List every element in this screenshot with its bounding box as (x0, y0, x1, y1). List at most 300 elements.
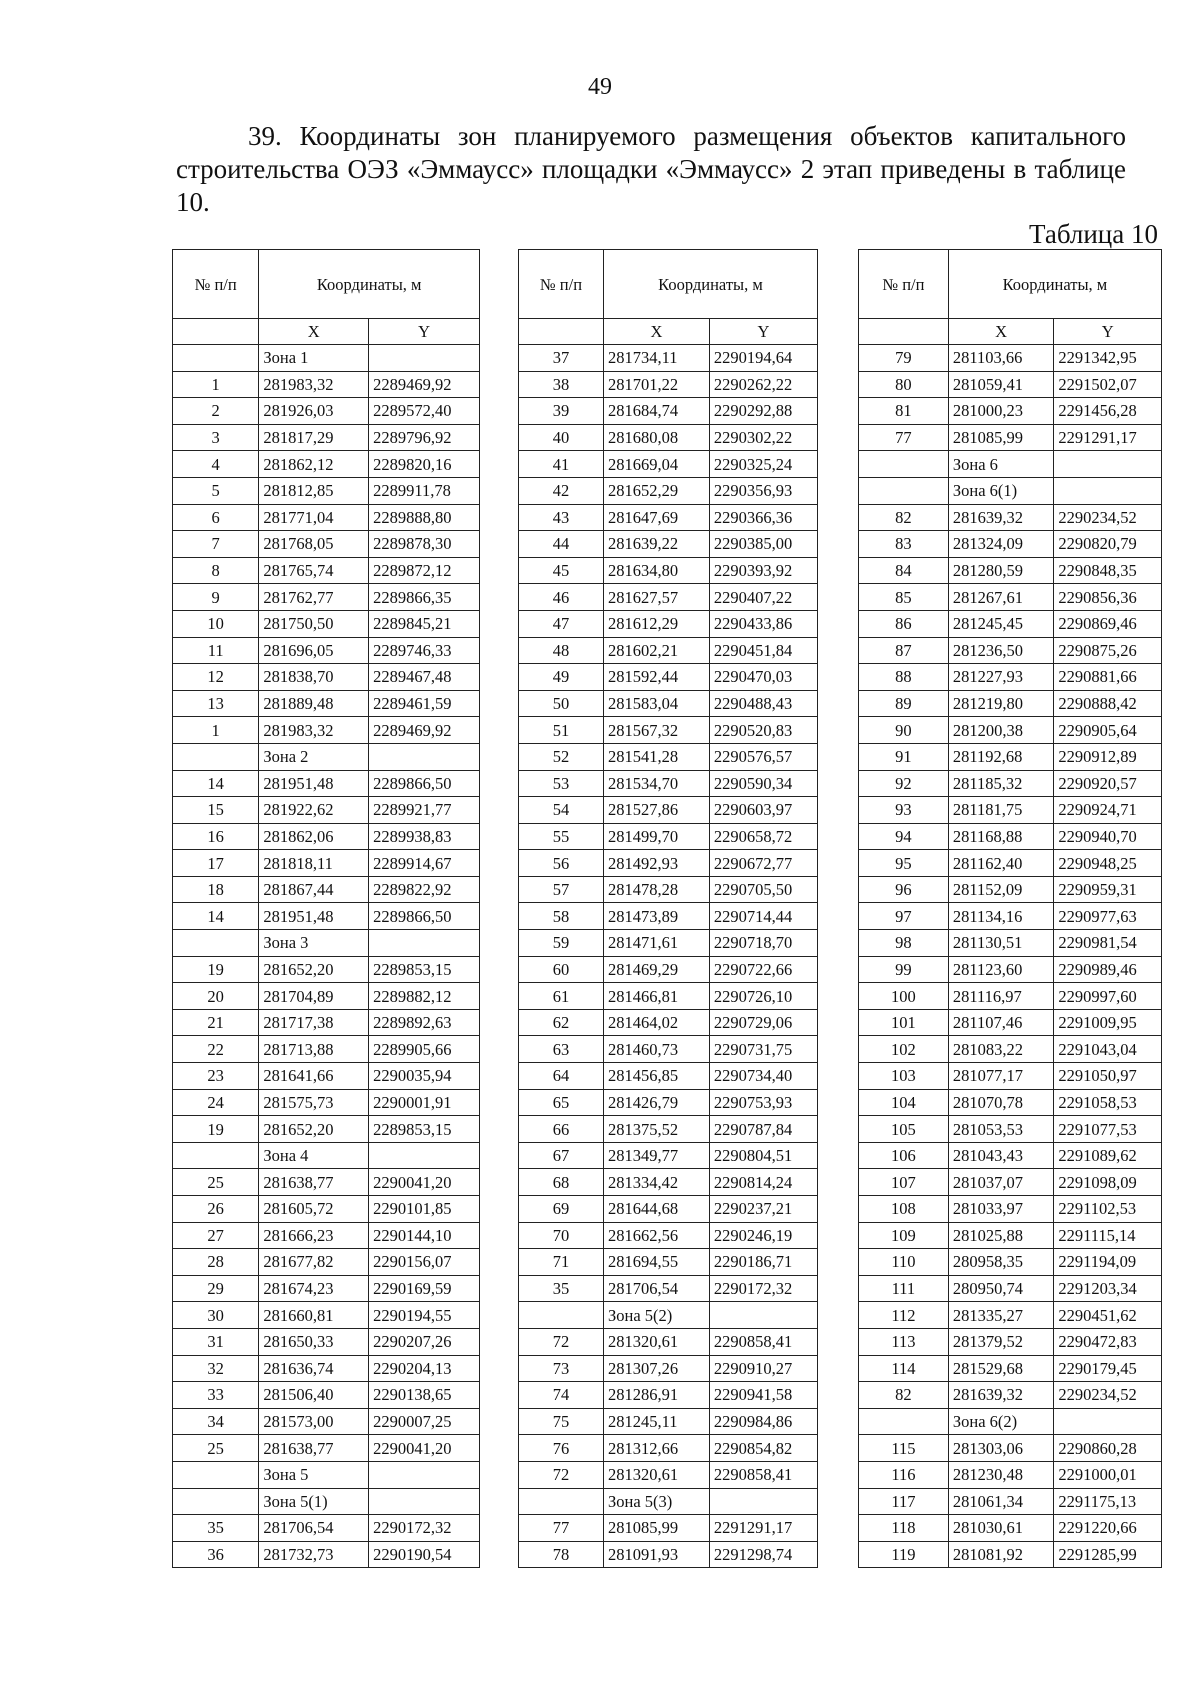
point-number: 30 (173, 1302, 259, 1329)
coord-x: 281030,61 (948, 1515, 1054, 1542)
table-row (173, 797, 480, 824)
point-number: 76 (519, 1435, 604, 1462)
coord-y: 2290001,91 (369, 1089, 480, 1116)
header-coords: Координаты, м (948, 250, 1161, 319)
table-row (173, 584, 480, 611)
point-number: 82 (859, 504, 949, 531)
coord-y: 2291077,53 (1054, 1116, 1162, 1143)
coord-y: 2291000,01 (1054, 1461, 1162, 1488)
coord-y: 2290366,36 (709, 504, 817, 531)
zone-empty-cell (369, 743, 480, 770)
point-number: 53 (519, 770, 604, 797)
point-number: 71 (519, 1249, 604, 1276)
coord-x: 281926,03 (259, 398, 369, 425)
point-number: 56 (519, 850, 604, 877)
table-row (173, 610, 480, 637)
coord-y: 2290912,89 (1054, 743, 1162, 770)
table-row (859, 770, 1162, 797)
coord-x: 281043,43 (948, 1142, 1054, 1169)
coord-x: 281077,17 (948, 1063, 1054, 1090)
point-number: 9 (173, 584, 259, 611)
point-number: 78 (519, 1541, 604, 1568)
zone-label: Зона 2 (259, 743, 369, 770)
coord-y: 2290753,93 (709, 1089, 817, 1116)
table-body (519, 345, 818, 1568)
table-row (519, 1142, 818, 1169)
point-number: 118 (859, 1515, 949, 1542)
table-row (859, 690, 1162, 717)
point-number: 13 (173, 690, 259, 717)
point-number: 50 (519, 690, 604, 717)
table-row (519, 477, 818, 504)
coord-x: 281000,23 (948, 398, 1054, 425)
coord-x: 281666,23 (259, 1222, 369, 1249)
coord-y: 2290734,40 (709, 1063, 817, 1090)
coord-y: 2290393,92 (709, 557, 817, 584)
table-row (173, 1541, 480, 1568)
zone-label: Зона 1 (259, 345, 369, 372)
coord-y: 2290204,13 (369, 1355, 480, 1382)
point-number: 79 (859, 345, 949, 372)
point-number: 85 (859, 584, 949, 611)
point-number: 73 (519, 1355, 604, 1382)
table-row (519, 451, 818, 478)
point-number: 84 (859, 557, 949, 584)
zone-num-cell (519, 1302, 604, 1329)
table-row (519, 557, 818, 584)
table-row (859, 1249, 1162, 1276)
zone-num-cell (859, 451, 949, 478)
table-row (519, 371, 818, 398)
table-row (859, 983, 1162, 1010)
coord-x: 281464,02 (603, 1009, 709, 1036)
coord-y: 2290356,93 (709, 477, 817, 504)
table-row (519, 1089, 818, 1116)
table-row (859, 823, 1162, 850)
coord-y: 2290959,31 (1054, 876, 1162, 903)
coord-y: 2291298,74 (709, 1541, 817, 1568)
coord-y: 2290035,94 (369, 1063, 480, 1090)
coord-y: 2290041,20 (369, 1435, 480, 1462)
coord-y: 2289822,92 (369, 876, 480, 903)
table-row (519, 983, 818, 1010)
coord-x: 281627,57 (603, 584, 709, 611)
point-number: 11 (173, 637, 259, 664)
point-number: 87 (859, 637, 949, 664)
header-x: X (259, 319, 369, 345)
coord-x: 281091,93 (603, 1541, 709, 1568)
point-number: 48 (519, 637, 604, 664)
coord-y: 2289467,48 (369, 664, 480, 691)
coord-x: 281037,07 (948, 1169, 1054, 1196)
coord-x: 281680,08 (603, 424, 709, 451)
coord-x: 281771,04 (259, 504, 369, 531)
coord-y: 2290869,46 (1054, 610, 1162, 637)
coord-y: 2289469,92 (369, 371, 480, 398)
coord-y: 2289461,59 (369, 690, 480, 717)
point-number: 25 (173, 1169, 259, 1196)
point-number: 104 (859, 1089, 949, 1116)
table-row (859, 1302, 1162, 1329)
coord-y: 2290172,32 (709, 1275, 817, 1302)
coord-x: 281107,46 (948, 1009, 1054, 1036)
point-number: 6 (173, 504, 259, 531)
coord-y: 2290854,82 (709, 1435, 817, 1462)
table-row (859, 398, 1162, 425)
coord-y: 2289796,92 (369, 424, 480, 451)
point-number: 47 (519, 610, 604, 637)
coord-y: 2291194,09 (1054, 1249, 1162, 1276)
coord-y: 2289866,50 (369, 770, 480, 797)
zone-empty-cell (369, 345, 480, 372)
coord-y: 2290451,62 (1054, 1302, 1162, 1329)
table-body (859, 345, 1162, 1568)
coord-x: 281230,48 (948, 1461, 1054, 1488)
zone-row (173, 1142, 480, 1169)
coord-x: 281765,74 (259, 557, 369, 584)
table-row (519, 956, 818, 983)
table-row (519, 930, 818, 957)
point-number: 55 (519, 823, 604, 850)
coord-x: 281534,70 (603, 770, 709, 797)
coord-y: 2290451,84 (709, 637, 817, 664)
point-number: 25 (173, 1435, 259, 1462)
coord-y: 2291175,13 (1054, 1488, 1162, 1515)
coord-y: 2289853,15 (369, 956, 480, 983)
table-row (173, 1515, 480, 1542)
point-number: 61 (519, 983, 604, 1010)
table-row (859, 1435, 1162, 1462)
point-number: 40 (519, 424, 604, 451)
coord-y: 2290814,24 (709, 1169, 817, 1196)
coord-x: 281473,89 (603, 903, 709, 930)
point-number: 22 (173, 1036, 259, 1063)
table-row (173, 1275, 480, 1302)
coord-x: 281750,50 (259, 610, 369, 637)
point-number: 7 (173, 531, 259, 558)
zone-row (173, 1488, 480, 1515)
point-number: 46 (519, 584, 604, 611)
coord-y: 2291009,95 (1054, 1009, 1162, 1036)
table-row (519, 1196, 818, 1223)
coord-x: 281312,66 (603, 1435, 709, 1462)
coord-y: 2291456,28 (1054, 398, 1162, 425)
coord-y: 2289853,15 (369, 1116, 480, 1143)
table-row (173, 1169, 480, 1196)
table-row (519, 345, 818, 372)
coord-y: 2290924,71 (1054, 797, 1162, 824)
table-row (173, 1382, 480, 1409)
point-number: 49 (519, 664, 604, 691)
table-row (173, 1089, 480, 1116)
point-number: 21 (173, 1009, 259, 1036)
point-number: 77 (519, 1515, 604, 1542)
point-number: 15 (173, 797, 259, 824)
coord-y: 2289866,50 (369, 903, 480, 930)
coord-y: 2290520,83 (709, 717, 817, 744)
coord-y: 2290705,50 (709, 876, 817, 903)
header-num-blank (519, 319, 604, 345)
table-row (859, 903, 1162, 930)
point-number: 86 (859, 610, 949, 637)
zone-num-cell (173, 930, 259, 957)
coord-x: 281713,88 (259, 1036, 369, 1063)
table-row (173, 903, 480, 930)
point-number: 10 (173, 610, 259, 637)
header-y: Y (709, 319, 817, 345)
table-row (519, 1382, 818, 1409)
coord-y: 2290804,51 (709, 1142, 817, 1169)
coord-x: 281983,32 (259, 371, 369, 398)
point-number: 39 (519, 398, 604, 425)
zone-empty-cell (1054, 451, 1162, 478)
coord-y: 2290714,44 (709, 903, 817, 930)
table-row (519, 1275, 818, 1302)
coord-x: 281652,20 (259, 956, 369, 983)
coord-x: 281506,40 (259, 1382, 369, 1409)
table-row (859, 1169, 1162, 1196)
coord-x: 281639,22 (603, 531, 709, 558)
coord-y: 2291220,66 (1054, 1515, 1162, 1542)
table-row (859, 876, 1162, 903)
coord-y: 2290858,41 (709, 1461, 817, 1488)
header-x: X (603, 319, 709, 345)
coord-y: 2290234,52 (1054, 1382, 1162, 1409)
coord-x: 281324,09 (948, 531, 1054, 558)
point-number: 45 (519, 557, 604, 584)
header-coords: Координаты, м (603, 250, 817, 319)
table-row (519, 1249, 818, 1276)
coord-x: 281245,11 (603, 1408, 709, 1435)
table-row (859, 664, 1162, 691)
table-row (859, 1488, 1162, 1515)
coord-x: 281478,28 (603, 876, 709, 903)
coord-y: 2290856,36 (1054, 584, 1162, 611)
coord-x: 281134,16 (948, 903, 1054, 930)
table-row (859, 557, 1162, 584)
table-row (173, 1036, 480, 1063)
table-row (859, 531, 1162, 558)
zone-empty-cell (1054, 477, 1162, 504)
coord-y: 2290977,63 (1054, 903, 1162, 930)
coord-y: 2290101,85 (369, 1196, 480, 1223)
coord-x: 281768,05 (259, 531, 369, 558)
table-row (519, 690, 818, 717)
point-number: 96 (859, 876, 949, 903)
zone-label: Зона 5(3) (603, 1488, 709, 1515)
point-number: 92 (859, 770, 949, 797)
table-row (519, 1222, 818, 1249)
point-number: 83 (859, 531, 949, 558)
table-row (859, 424, 1162, 451)
coord-y: 2290989,46 (1054, 956, 1162, 983)
coord-y: 2290186,71 (709, 1249, 817, 1276)
coord-y: 2289905,66 (369, 1036, 480, 1063)
coord-y: 2290787,84 (709, 1116, 817, 1143)
coord-x: 281983,32 (259, 717, 369, 744)
point-number: 1 (173, 371, 259, 398)
point-number: 105 (859, 1116, 949, 1143)
coord-x: 281116,97 (948, 983, 1054, 1010)
header-num: № п/п (519, 250, 604, 319)
point-number: 41 (519, 451, 604, 478)
coord-y: 2290194,55 (369, 1302, 480, 1329)
point-number: 60 (519, 956, 604, 983)
point-number: 89 (859, 690, 949, 717)
coord-x: 281527,86 (603, 797, 709, 824)
coord-y: 2290041,20 (369, 1169, 480, 1196)
coord-y: 2289746,33 (369, 637, 480, 664)
coord-x: 281634,80 (603, 557, 709, 584)
table-row (173, 1328, 480, 1355)
table-body (173, 345, 480, 1568)
coord-y: 2290726,10 (709, 983, 817, 1010)
point-number: 109 (859, 1222, 949, 1249)
coord-x: 281696,05 (259, 637, 369, 664)
table-row (173, 398, 480, 425)
coord-x: 281636,74 (259, 1355, 369, 1382)
coord-x: 280958,35 (948, 1249, 1054, 1276)
point-number: 19 (173, 1116, 259, 1143)
table-row (519, 1541, 818, 1568)
coord-x: 281426,79 (603, 1089, 709, 1116)
coord-x: 281123,60 (948, 956, 1054, 983)
coord-x: 281652,29 (603, 477, 709, 504)
coord-x: 281922,62 (259, 797, 369, 824)
zone-row (859, 477, 1162, 504)
table-row (173, 1435, 480, 1462)
table-row (519, 531, 818, 558)
point-number: 112 (859, 1302, 949, 1329)
zone-row (519, 1488, 818, 1515)
header-num-blank (173, 319, 259, 345)
point-number: 103 (859, 1063, 949, 1090)
coord-y: 2290820,79 (1054, 531, 1162, 558)
table-row (859, 1142, 1162, 1169)
point-number: 32 (173, 1355, 259, 1382)
table-row (173, 1116, 480, 1143)
table-row (519, 1036, 818, 1063)
coord-y: 2290948,25 (1054, 850, 1162, 877)
point-number: 80 (859, 371, 949, 398)
coord-x: 281227,93 (948, 664, 1054, 691)
point-number: 115 (859, 1435, 949, 1462)
coord-y: 2290237,21 (709, 1196, 817, 1223)
point-number: 14 (173, 903, 259, 930)
table-row (519, 823, 818, 850)
coord-x: 281818,11 (259, 850, 369, 877)
coordinates-table-2 (518, 249, 818, 1568)
point-number: 52 (519, 743, 604, 770)
point-number: 93 (859, 797, 949, 824)
coord-x: 281652,20 (259, 1116, 369, 1143)
coord-y: 2291291,17 (1054, 424, 1162, 451)
point-number: 17 (173, 850, 259, 877)
coord-x: 281085,99 (948, 424, 1054, 451)
zone-row (173, 930, 480, 957)
table-row (859, 743, 1162, 770)
point-number: 102 (859, 1036, 949, 1063)
table-row (519, 1169, 818, 1196)
zone-num-cell (173, 1488, 259, 1515)
coord-x: 281662,56 (603, 1222, 709, 1249)
zone-num-cell (173, 1461, 259, 1488)
point-number: 28 (173, 1249, 259, 1276)
coord-x: 281303,06 (948, 1435, 1054, 1462)
point-number: 12 (173, 664, 259, 691)
table-row (173, 690, 480, 717)
point-number: 70 (519, 1222, 604, 1249)
coord-x: 281320,61 (603, 1461, 709, 1488)
point-number: 81 (859, 398, 949, 425)
point-number: 95 (859, 850, 949, 877)
coord-x: 281335,27 (948, 1302, 1054, 1329)
coord-x: 281644,68 (603, 1196, 709, 1223)
table-row (859, 1355, 1162, 1382)
table-row (519, 1461, 818, 1488)
point-number: 44 (519, 531, 604, 558)
coord-y: 2291102,53 (1054, 1196, 1162, 1223)
coord-x: 281492,93 (603, 850, 709, 877)
point-number: 63 (519, 1036, 604, 1063)
coord-x: 281466,81 (603, 983, 709, 1010)
point-number: 62 (519, 1009, 604, 1036)
coord-y: 2290590,34 (709, 770, 817, 797)
coord-y: 2290875,26 (1054, 637, 1162, 664)
coord-y: 2291291,17 (709, 1515, 817, 1542)
header-coords: Координаты, м (259, 250, 480, 319)
zone-num-cell (173, 1142, 259, 1169)
coord-x: 281192,68 (948, 743, 1054, 770)
coord-x: 281168,88 (948, 823, 1054, 850)
coord-y: 2290984,86 (709, 1408, 817, 1435)
header-y: Y (369, 319, 480, 345)
coord-y: 2290234,52 (1054, 504, 1162, 531)
coord-y: 2290156,07 (369, 1249, 480, 1276)
coord-y: 2290941,58 (709, 1382, 817, 1409)
table-row (519, 876, 818, 903)
coord-y: 2290997,60 (1054, 983, 1162, 1010)
zone-label: Зона 6(1) (948, 477, 1054, 504)
coord-y: 2290722,66 (709, 956, 817, 983)
coord-x: 281638,77 (259, 1169, 369, 1196)
point-number: 69 (519, 1196, 604, 1223)
point-number: 38 (519, 371, 604, 398)
coord-x: 281456,85 (603, 1063, 709, 1090)
coord-y: 2289845,21 (369, 610, 480, 637)
point-number: 26 (173, 1196, 259, 1223)
table-row (519, 1435, 818, 1462)
coord-y: 2290858,41 (709, 1328, 817, 1355)
coord-y: 2290292,88 (709, 398, 817, 425)
coord-x: 281612,29 (603, 610, 709, 637)
table-row (173, 1196, 480, 1223)
header-num-blank (859, 319, 949, 345)
coord-y: 2291115,14 (1054, 1222, 1162, 1249)
coord-x: 281375,52 (603, 1116, 709, 1143)
point-number: 24 (173, 1089, 259, 1116)
table-row (173, 876, 480, 903)
coord-y: 2289938,83 (369, 823, 480, 850)
coord-x: 280950,74 (948, 1275, 1054, 1302)
table-row (859, 345, 1162, 372)
point-number: 33 (173, 1382, 259, 1409)
table-row (859, 1116, 1162, 1143)
coord-y: 2289921,77 (369, 797, 480, 824)
coord-y: 2291050,97 (1054, 1063, 1162, 1090)
table-caption: Таблица 10 (1029, 219, 1158, 249)
table-row (519, 584, 818, 611)
